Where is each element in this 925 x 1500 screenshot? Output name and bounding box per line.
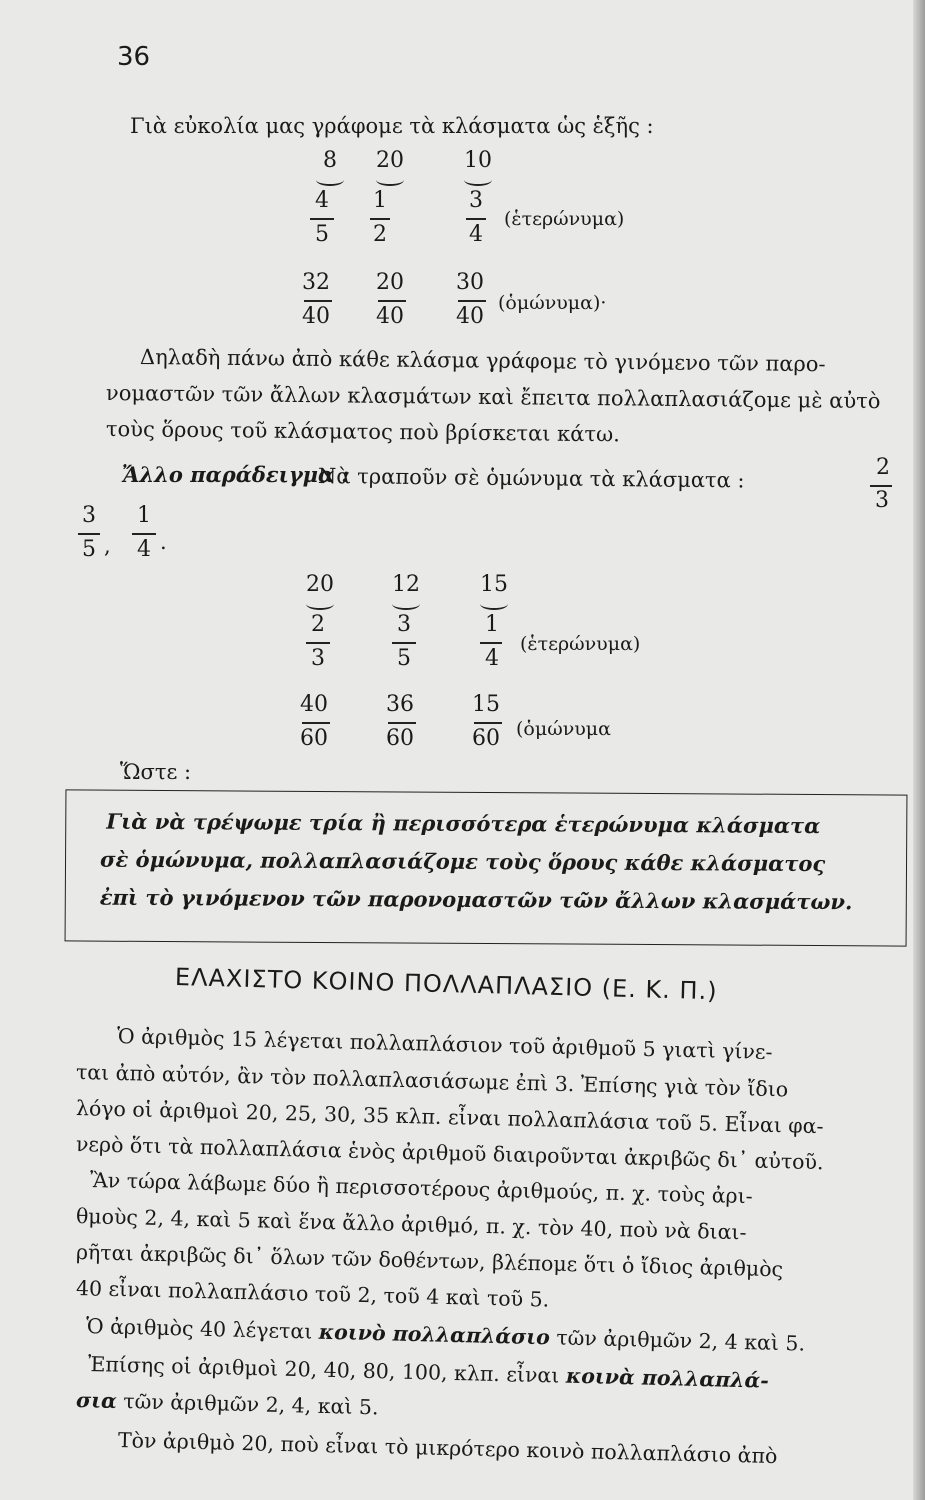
given-fraction-1-denominator: 3 — [875, 488, 889, 513]
brace-2-1 — [306, 598, 334, 610]
rule-line-1: Γιὰ νὰ τρέψωμε τρία ἢ περισσότερα ἑτερώνυμα κλάσματα — [106, 808, 821, 839]
fraction-2-1-denominator: 3 — [311, 646, 325, 671]
another-example-label: Ἄλλο παράδειγμα : — [122, 462, 350, 487]
paragraph-line-1: Ὁ ἀριθμὸς 15 λέγεται πολλαπλάσιον τοῦ ἀριθμοῦ 5 γιατὶ γίνε- — [116, 1024, 773, 1065]
paragraph-line-4: νερὸ ὅτι τὰ πολλαπλάσια ἑνὸς ἀριθμοῦ διαιροῦνται ἀκριβῶς δι᾽ αὐτοῦ. — [75, 1132, 824, 1175]
fraction-bar — [302, 722, 330, 724]
common-multiple-after: τῶν ἀριθμῶν 2, 4 καὶ 5. — [556, 1325, 806, 1356]
paragraph-line-2: ται ἀπὸ αὐτόν, ἂν τὸν πολλαπλασιάσωμε ἐπὶ 3. Ἐπίσης γιὰ τὸν ἴδιο — [75, 1060, 789, 1102]
fraction-bar — [480, 642, 502, 644]
given-fraction-2-numerator: 3 — [82, 503, 96, 528]
common-multiple-line — [86, 1314, 806, 1356]
brace-2-3 — [480, 598, 508, 610]
period: . — [160, 530, 167, 554]
page-spine-shadow — [913, 0, 925, 1500]
paragraph-line-5: Ἂν τώρα λάβωμε δύο ἢ περισσοτέρους ἀριθμούς, π. χ. τοὺς ἀρι- — [89, 1168, 753, 1209]
unlike-note-2: (ἑτερώνυμα) — [520, 633, 641, 655]
fraction-2-numerator: 1 — [373, 188, 387, 213]
fraction-bar — [310, 218, 334, 220]
like-fraction-2-3-numerator: 15 — [472, 692, 500, 717]
rule-box — [65, 789, 908, 946]
product-2-3: 15 — [480, 572, 508, 597]
fraction-bar — [474, 722, 502, 724]
explanation-line-3: τοὺς ὅρους τοῦ κλάσματος ποὺ βρίσκεται κάτω. — [105, 417, 620, 447]
also-line-2 — [76, 1388, 379, 1419]
also-before: Ἐπίσης οἱ ἀριθμοὶ 20, 40, 80, 100, κλπ. εἶναι — [87, 1352, 560, 1388]
paragraph-line-3: λόγο οἱ ἀριθμοὶ 20, 25, 30, 35 κλπ. εἶναι πολλαπλάσια τοῦ 5. Εἶναι φα- — [75, 1096, 824, 1139]
fraction-bar — [392, 642, 416, 644]
fraction-bar — [466, 218, 486, 220]
product-3: 10 — [464, 148, 492, 173]
like-fraction-1-numerator: 32 — [302, 270, 330, 295]
paragraph-line-7: ρῆται ἀκριβῶς δι᾽ ὅλων τῶν δοθέντων, βλέπομε ὅτι ὁ ἴδιος ἀριθμὸς — [75, 1240, 784, 1282]
fraction-2-3-numerator: 1 — [485, 612, 499, 637]
product-2-2: 12 — [392, 572, 420, 597]
fraction-bar — [304, 300, 332, 302]
rule-line-2: σὲ ὁμώνυμα, πολλαπλασιάζομε τοὺς ὅρους κάθε κλάσματος — [99, 846, 826, 877]
also-emphasis: κοινὰ πολλαπλά- — [565, 1363, 770, 1393]
section-heading: ΕΛΑΧΙΣΤΟ ΚΟΙΝΟ ΠΟΛΛΑΠΛΑΣΙΟ (Ε. Κ. Π.) — [174, 963, 718, 1006]
like-fraction-2-1-numerator: 40 — [300, 692, 328, 717]
product-2: 20 — [376, 148, 404, 173]
rule-line-3: ἐπὶ τὸ γινόμενον τῶν παρονομαστῶν τῶν ἄλλων κλασμάτων. — [99, 884, 853, 915]
given-fraction-2-denominator: 5 — [82, 537, 96, 562]
fraction-3-denominator: 4 — [469, 222, 483, 247]
fraction-bar — [388, 722, 416, 724]
fraction-bar — [458, 300, 486, 302]
another-example-text: Νὰ τραποῦν σὲ ὁμώνυμα τὰ κλάσματα : — [317, 464, 745, 493]
unlike-note-1: (ἑτερώνυμα) — [504, 208, 625, 230]
also-line — [88, 1352, 769, 1393]
like-fraction-2-3-denominator: 60 — [472, 726, 500, 751]
fraction-2-2-denominator: 5 — [397, 646, 411, 671]
given-fraction-1-numerator: 2 — [876, 455, 890, 480]
brace-2-2 — [392, 598, 420, 610]
fraction-bar — [370, 218, 390, 220]
therefore-label: Ὥστε : — [120, 760, 192, 784]
fraction-1-numerator: 4 — [315, 188, 329, 213]
intro-text: Γιὰ εὐκολία μας γράφομε τὰ κλάσματα ὡς ἑξῆς : — [130, 114, 654, 138]
fraction-3-numerator: 3 — [469, 188, 483, 213]
fraction-bar — [870, 485, 892, 487]
brace-2 — [376, 174, 404, 186]
like-fraction-3-denominator: 40 — [456, 304, 484, 329]
fraction-2-1-numerator: 2 — [311, 612, 325, 637]
like-fraction-2-2-numerator: 36 — [386, 692, 414, 717]
like-fraction-2-1-denominator: 60 — [300, 726, 328, 751]
like-fraction-2-2-denominator: 60 — [386, 726, 414, 751]
fraction-2-denominator: 2 — [373, 222, 387, 247]
fraction-bar — [132, 533, 156, 535]
like-fraction-1-denominator: 40 — [302, 304, 330, 329]
also-after: τῶν ἀριθμῶν 2, 4, καὶ 5. — [123, 1389, 379, 1420]
given-fraction-3-numerator: 1 — [137, 503, 151, 528]
like-fraction-2-denominator: 40 — [376, 304, 404, 329]
brace-1 — [316, 174, 344, 186]
given-fraction-3-denominator: 4 — [137, 537, 151, 562]
fraction-2-2-numerator: 3 — [397, 612, 411, 637]
common-multiple-emphasis: κοινὸ πολλαπλάσιο — [318, 1319, 551, 1350]
like-note-2: (ὁμώνυμα — [516, 718, 611, 740]
fraction-1-denominator: 5 — [315, 222, 329, 247]
brace-3 — [464, 174, 492, 186]
product-2-1: 20 — [306, 572, 334, 597]
paragraph-line-6: θμοὺς 2, 4, καὶ 5 καὶ ἕνα ἄλλο ἀριθμό, π. χ. τὸν 40, ποὺ νὰ διαι- — [75, 1204, 747, 1245]
like-fraction-2-numerator: 20 — [376, 270, 404, 295]
fraction-bar — [378, 300, 406, 302]
fraction-bar — [306, 642, 330, 644]
comma: , — [104, 534, 111, 558]
explanation-line-1: Δηλαδὴ πάνω ἀπὸ κάθε κλάσμα γράφομε τὸ γινόμενο τῶν παρο- — [139, 345, 826, 377]
last-line: Τὸν ἀριθμὸ 20, ποὺ εἶναι τὸ μικρότερο κοινὸ πολλαπλάσιο ἀπὸ — [117, 1428, 778, 1469]
product-1: 8 — [323, 148, 337, 173]
like-note-1: (ὁμώνυμα)· — [498, 292, 607, 314]
also-emphasis-cont: σια — [75, 1388, 118, 1413]
fraction-bar — [78, 533, 100, 535]
common-multiple-before: Ὁ ἀριθμὸς 40 λέγεται — [85, 1314, 313, 1344]
like-fraction-3-numerator: 30 — [456, 270, 484, 295]
explanation-line-2: νομαστῶν τῶν ἄλλων κλασμάτων καὶ ἔπειτα πολλαπλασιάζομε μὲ αὐτὸ — [105, 381, 881, 414]
page-number: 36 — [117, 42, 151, 72]
paragraph-line-8: 40 εἶναι πολλαπλάσιο τοῦ 2, τοῦ 4 καὶ τοῦ 5. — [75, 1276, 550, 1312]
fraction-2-3-denominator: 4 — [485, 646, 499, 671]
